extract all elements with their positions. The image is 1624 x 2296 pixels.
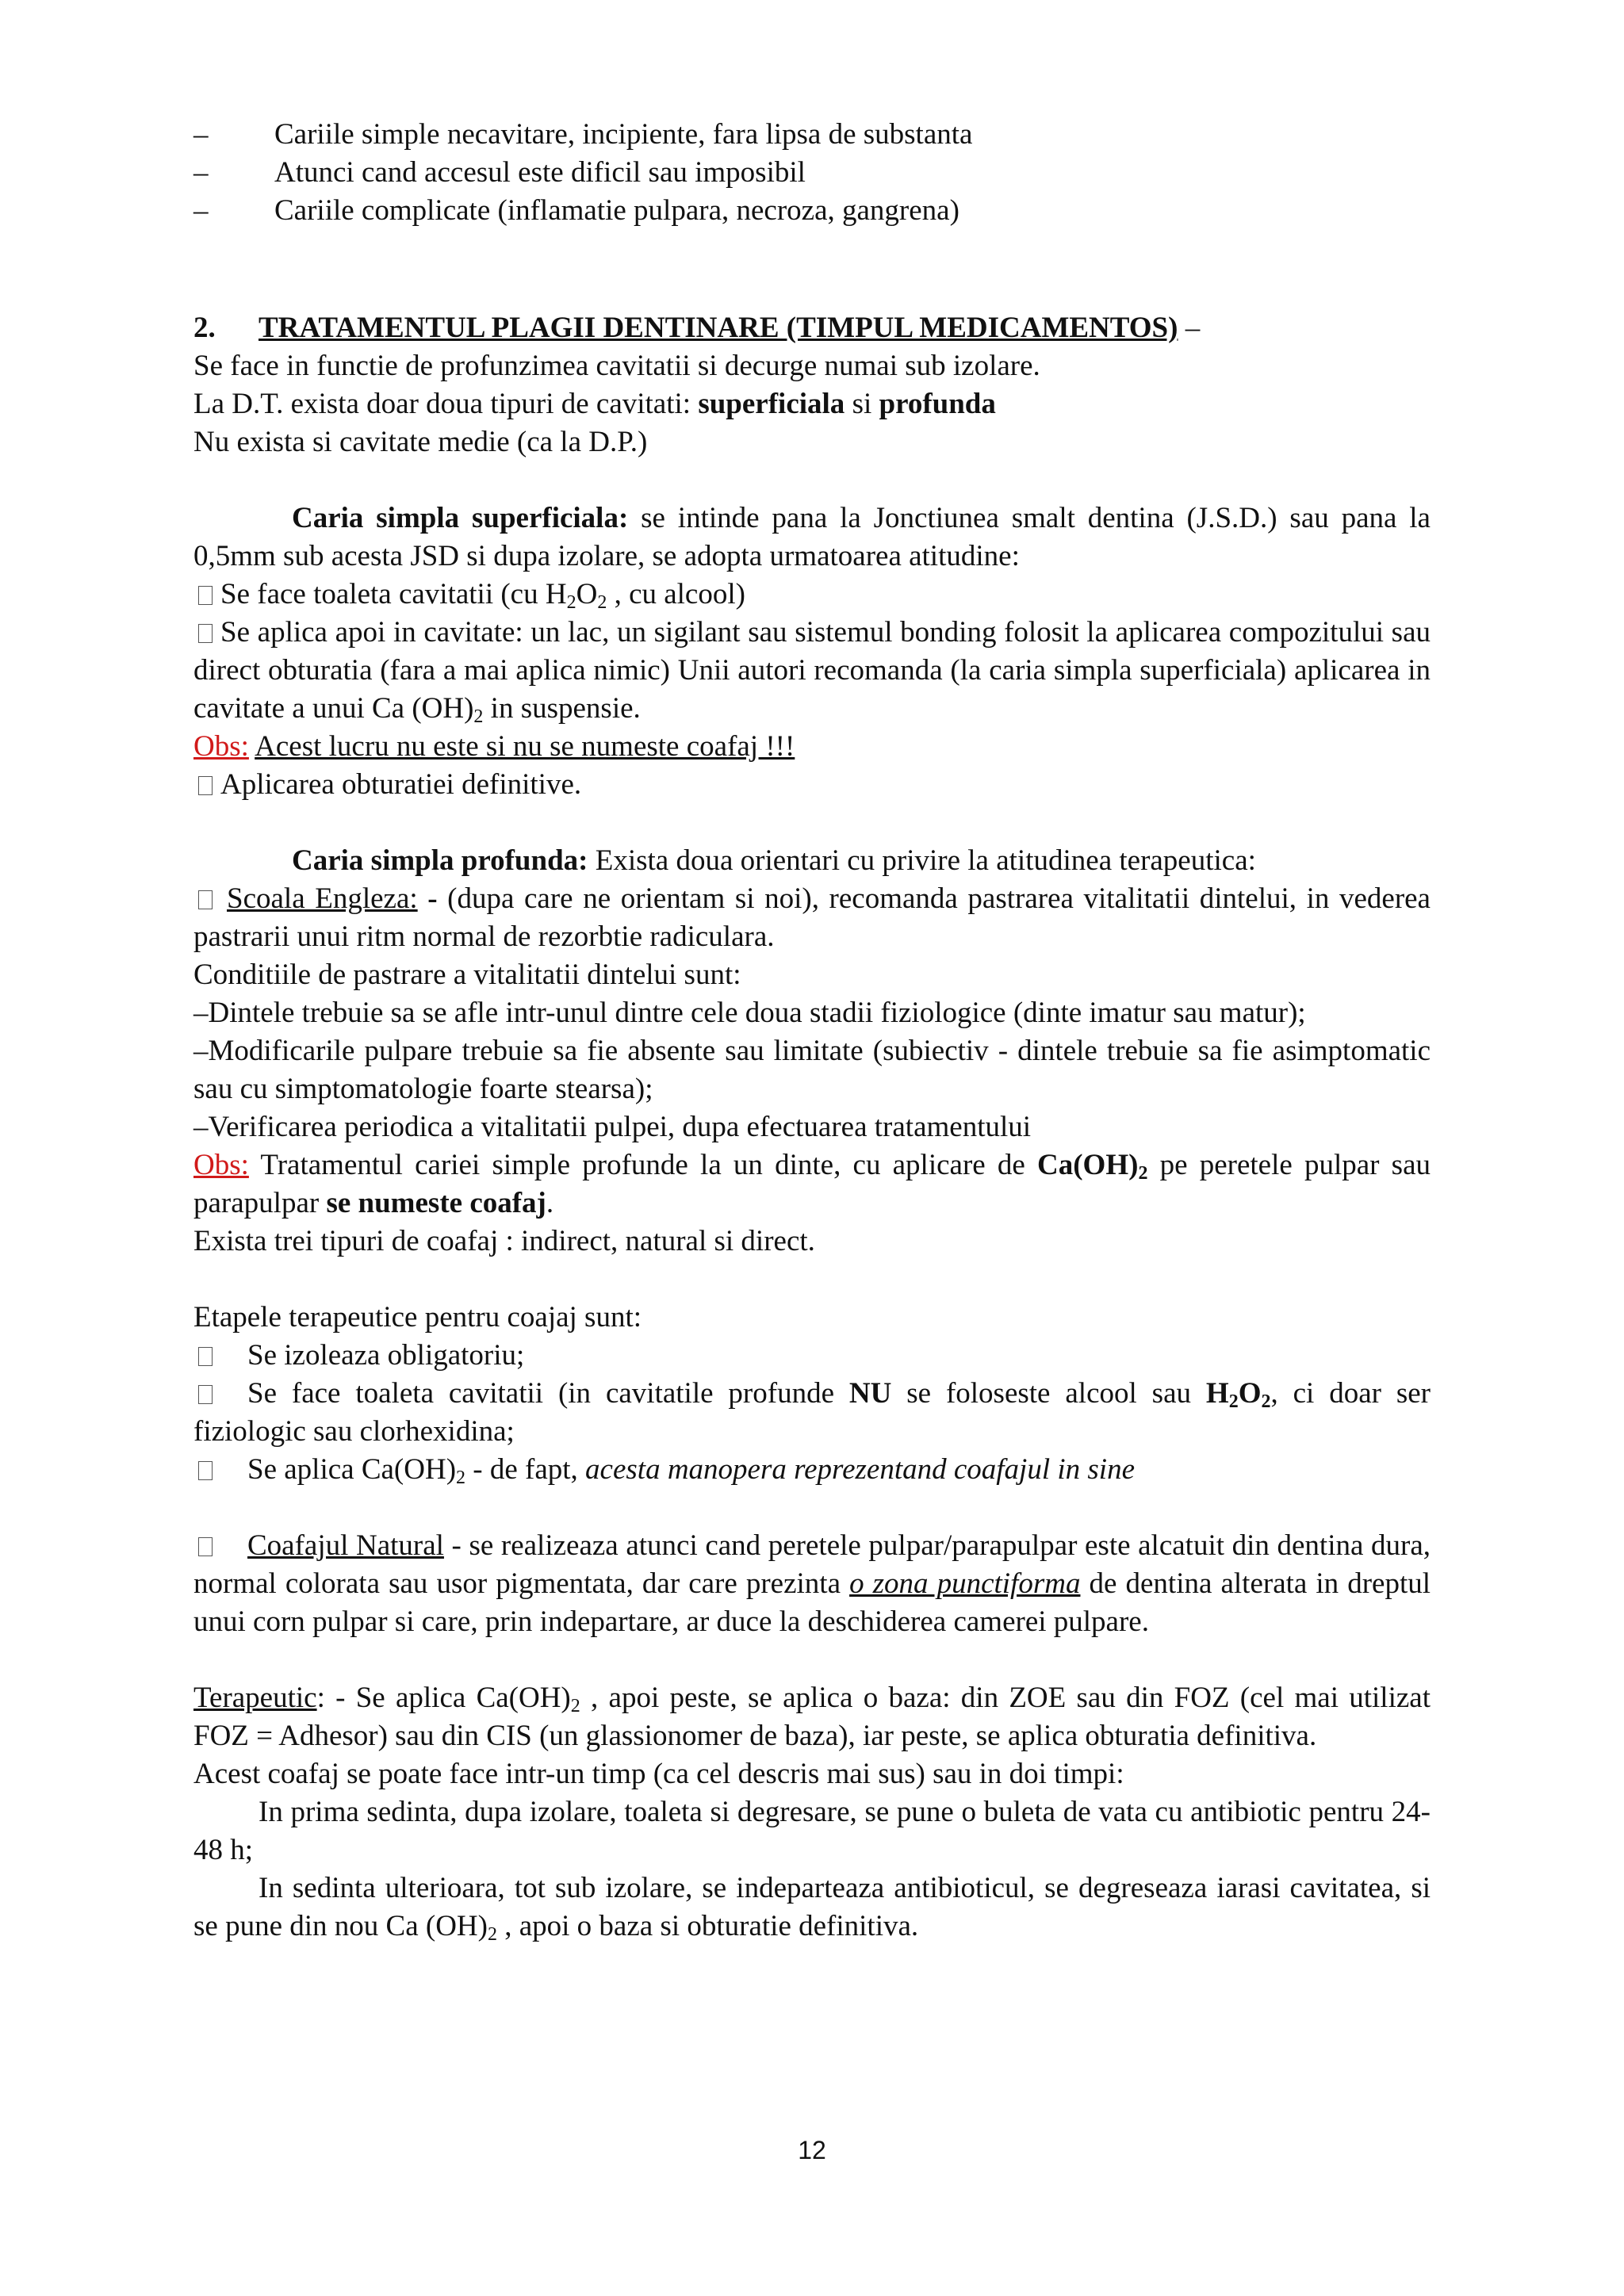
bullet-item: Se aplica apoi in cavitate: un lac, un sigilant sau sistemul bonding folosit la aplicarea compozitului sau direct obturatia (fara a mai aplica nimic) Unii autori recomanda (la caria simpla superficiala) aplicarea in cavitate a unui Ca $(OH)_2$ in suspensie. (193, 616, 1431, 727)
paragraph-superficiala: Caria simpla superficiala: se intinde pana la Jonctiunea smalt dentina (J.S.D.) sau pana la 0,5mm sub acesta JSD si dupa izolare, se adopta urmatoarea atitudine: (193, 502, 1431, 572)
term-label: Caria simpla superficiala: (292, 502, 629, 534)
obs-label: Obs: (193, 1149, 249, 1181)
bullet-item: Se aplica $Ca(OH)_2$ - de fapt, acesta manopera reprezentand coafajul in sine (193, 1451, 1431, 1489)
paragraph: In sedinta ulterioara, tot sub izolare, se indeparteaza antibioticul, se degreseaza iarasi cavitatea, si se pune din nou Ca $(OH)_2$ , apoi o baza si obturatie definitiva. (193, 1872, 1431, 1945)
paragraph-terapeutic: Terapeutic: - Se aplica $Ca(OH)_2$ , apoi peste, se aplica o baza: din ZOE sau din FOZ (cel mai utilizat FOZ = Adhesor) sau din CIS (un glassionomer de baza), iar peste, se aplica obturatia definitiva. (193, 1682, 1431, 1752)
paragraph: Conditiile de pastrare a vitalitatii dintelui sunt: (193, 959, 741, 991)
list-item-text: Cariile simple necavitare, incipiente, fara lipsa de substanta (274, 118, 973, 151)
list-item (193, 154, 1431, 192)
bullet-item: Se face toaleta cavitatii (in cavitatile profunde NU se foloseste alcool sau $H_2O_2$, ci doar ser fiziologic sau clorhexidina; (193, 1377, 1431, 1448)
checkbox-bullet-icon (198, 1347, 213, 1366)
paragraph: La D.T. exista doar doua tipuri de cavitati: superficiala si profunda (193, 388, 996, 420)
list-item: –Modificarile pulpare trebuie sa fie absente sau limitate (subiectiv - dintele trebuie sa fie asimptomatic sau cu simptomatologie foarte stearsa); (193, 1035, 1431, 1105)
term-label: Caria simpla profunda: (292, 844, 588, 877)
term-label: Terapeutic (193, 1682, 317, 1714)
dash-marker: – (193, 118, 209, 151)
section-heading (193, 309, 1431, 347)
list-item: –Dintele trebuie sa se afle intr-unul dintre cele doua stadii fiziologice (dinte imatur sau matur); (193, 997, 1306, 1029)
checkbox-bullet-icon (198, 776, 213, 795)
bullet-item: Scoala Engleza: - (dupa care ne orientam si noi), recomanda pastrarea vitalitatii dintelui, in vederea pastrarii unui ritm normal de rezorbtie radiculara. (193, 882, 1431, 953)
list-item-text: Atunci cand accesul este dificil sau imposibil (274, 156, 806, 189)
section-title: TRATAMENTUL PLAGII DENTINARE (TIMPUL MEDICAMENTOS) (259, 312, 1178, 344)
list-item (193, 192, 1431, 230)
bullet-item: Se izoleaza obligatoriu; (193, 1337, 1431, 1375)
paragraph: Se face in functie de profunzimea cavitatii si decurge numai sub izolare. (193, 350, 1040, 382)
list-item (193, 116, 1431, 154)
checkbox-bullet-icon (198, 890, 213, 909)
paragraph: Etapele terapeutice pentru coajaj sunt: (193, 1301, 642, 1334)
checkbox-bullet-icon (198, 586, 213, 605)
checkbox-bullet-icon (198, 624, 213, 643)
list-item: –Verificarea periodica a vitalitatii pulpei, dupa efectuarea tratamentului (193, 1111, 1032, 1143)
dash-marker: – (193, 194, 209, 227)
section-title-suffix: – (1178, 312, 1201, 344)
paragraph-profunda: Caria simpla profunda: Exista doua orientari cu privire la atitudinea terapeutica: (292, 844, 1256, 877)
paragraph: Nu exista si cavitate medie (ca la D.P.) (193, 426, 648, 458)
term-label: Coafajul Natural (247, 1529, 444, 1562)
page-number: 12 (798, 2136, 826, 2164)
page-content (193, 116, 1431, 1946)
paragraph: Acest coafaj se poate face intr-un timp (ca cel descris mai sus) sau in doi timpi: (193, 1758, 1124, 1790)
bullet-item: Se face toaleta cavitatii (cu $H_2O_2$ , cu alcool) (193, 576, 1431, 614)
checkbox-bullet-icon (198, 1385, 213, 1404)
paragraph: Exista trei tipuri de coafaj : indirect, natural si direct. (193, 1225, 815, 1257)
obs-note: Obs: Acest lucru nu este si nu se numeste coafaj !!! (193, 730, 795, 763)
bullet-item: Aplicarea obturatiei definitive. (193, 766, 1431, 804)
paragraph: In prima sedinta, dupa izolare, toaleta si degresare, se pune o buleta de vata cu antibiotic pentru 24-48 h; (193, 1796, 1431, 1866)
obs-label: Obs: (193, 730, 249, 763)
list-item-text: Cariile complicate (inflamatie pulpara, necroza, gangrena) (274, 194, 959, 227)
obs-note: Obs: Tratamentul cariei simple profunde la un dinte, cu aplicare de $Ca(OH)_2$ pe peretele pulpar sau parapulpar se numeste coafaj. (193, 1149, 1431, 1219)
checkbox-bullet-icon (198, 1537, 213, 1556)
checkbox-bullet-icon (198, 1461, 213, 1480)
section-number: 2. (193, 312, 216, 344)
dash-marker: – (193, 156, 209, 189)
paragraph-coafaj-natural: Coafajul Natural - se realizeaza atunci cand peretele pulpar/parapulpar este alcatuit din dentina dura, normal colorata sau usor pigmentata, dar care prezinta o zona punctiforma de dentina alterata in dreptul unui corn pulpar si care, prin indepartare, ar duce la deschiderea camerei pulpare. (193, 1529, 1431, 1638)
